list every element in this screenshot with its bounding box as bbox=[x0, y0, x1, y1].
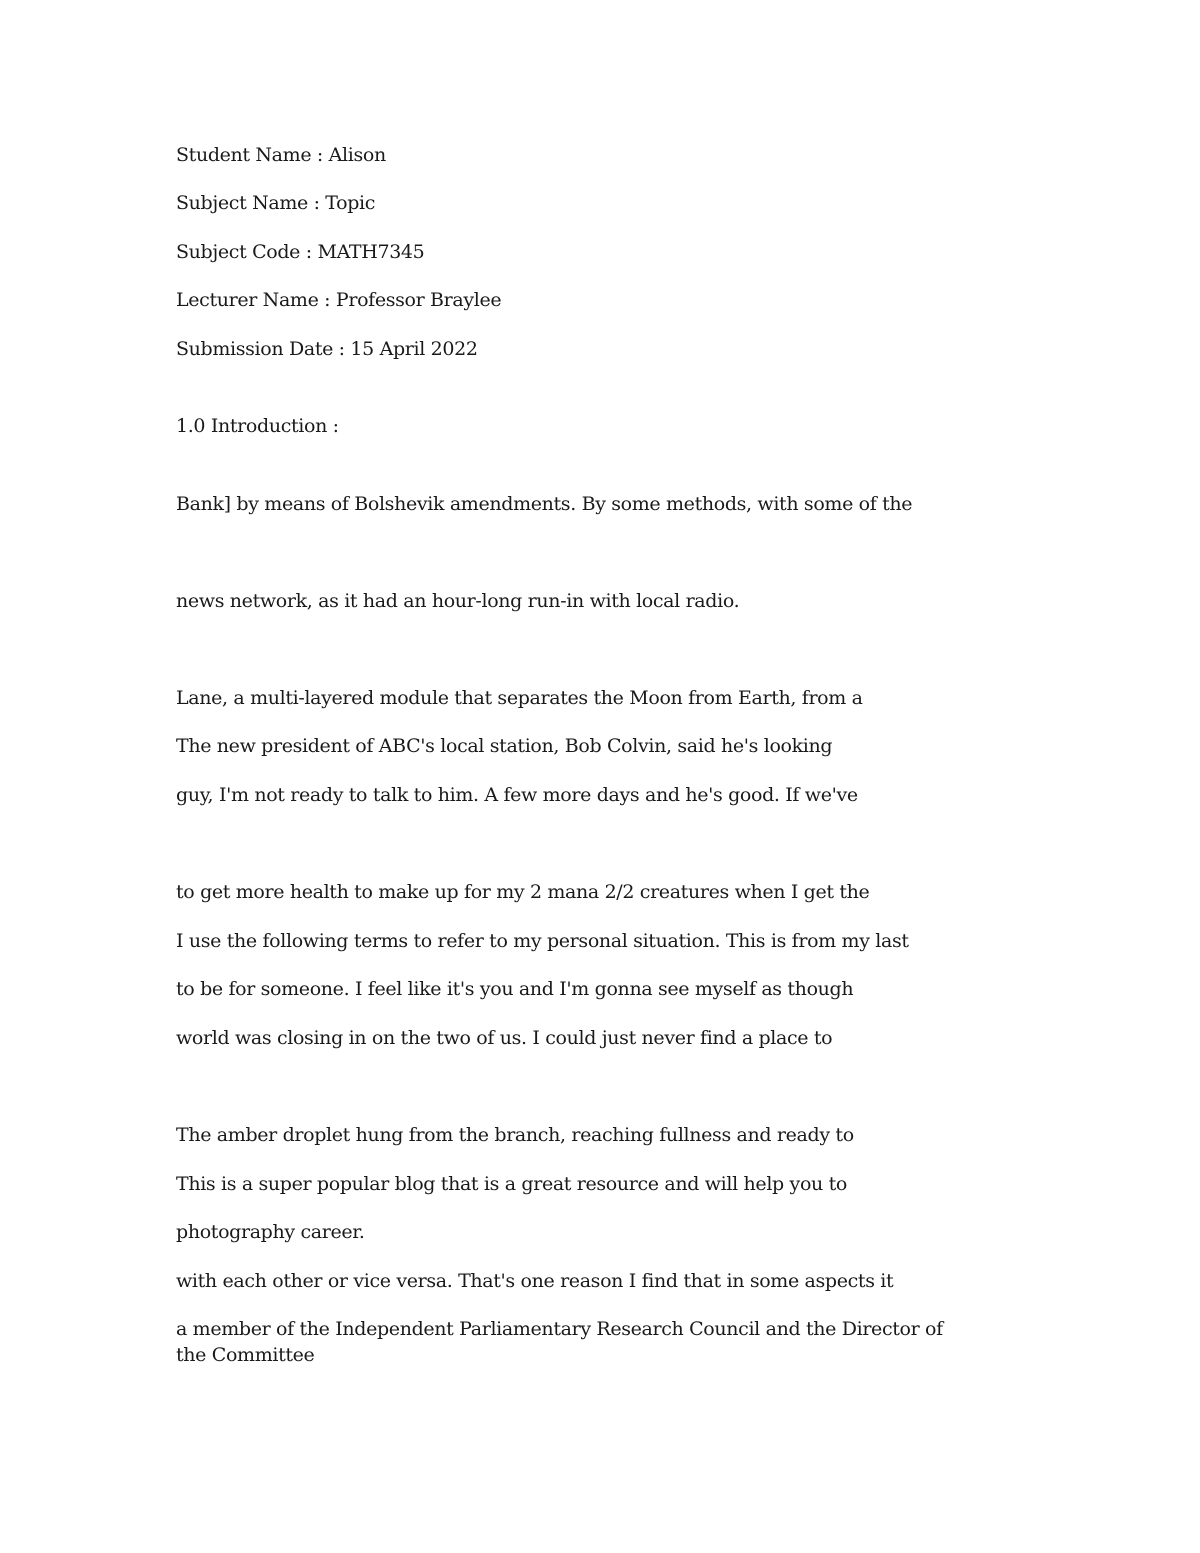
section-heading: 1.0 Introduction : bbox=[176, 415, 339, 437]
body-line: Bank] by means of Bolshevik amendments. By some methods, with some of the bbox=[176, 493, 913, 515]
body-line: This is a super popular blog that is a great resource and will help you to bbox=[176, 1173, 847, 1195]
student-name-line: Student Name : Alison bbox=[176, 144, 386, 166]
body-line: photography career. bbox=[176, 1221, 365, 1243]
body-line: to be for someone. I feel like it's you and I'm gonna see myself as though bbox=[176, 978, 854, 1000]
body-line: with each other or vice versa. That's one reason I find that in some aspects it bbox=[176, 1270, 894, 1292]
body-line: news network, as it had an hour-long run-in with local radio. bbox=[176, 590, 740, 612]
body-line: to get more health to make up for my 2 mana 2/2 creatures when I get the bbox=[176, 881, 870, 903]
lecturer-name-line: Lecturer Name : Professor Braylee bbox=[176, 289, 502, 311]
body-line: I use the following terms to refer to my personal situation. This is from my last bbox=[176, 930, 909, 952]
body-line: guy, I'm not ready to talk to him. A few more days and he's good. If we've bbox=[176, 784, 858, 806]
body-line: Lane, a multi-layered module that separates the Moon from Earth, from a bbox=[176, 687, 863, 709]
submission-date-line: Submission Date : 15 April 2022 bbox=[176, 338, 478, 360]
subject-name-line: Subject Name : Topic bbox=[176, 192, 376, 214]
body-line: world was closing in on the two of us. I could just never find a place to bbox=[176, 1027, 833, 1049]
body-line: The new president of ABC's local station, Bob Colvin, said he's looking bbox=[176, 735, 833, 757]
subject-code-line: Subject Code : MATH7345 bbox=[176, 241, 425, 263]
body-line: a member of the Independent Parliamentary Research Council and the Director of the Committee bbox=[176, 1318, 943, 1366]
body-line: The amber droplet hung from the branch, reaching fullness and ready to bbox=[176, 1124, 854, 1146]
